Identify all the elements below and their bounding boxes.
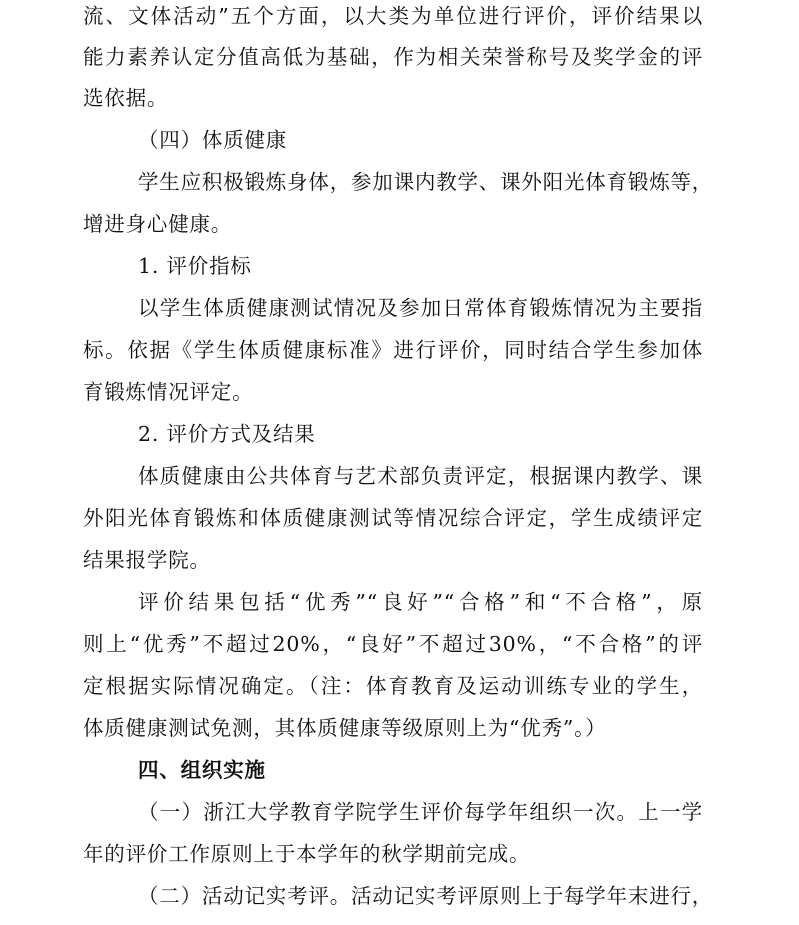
paragraph-line: 定根据实际情况确定。（注：体育教育及运动训练专业的学生， [83, 674, 703, 698]
paragraph-line: 则上“优秀”不超过20%，“良好”不超过30%，“不合格”的评 [83, 632, 703, 656]
paragraph-line: 增进身心健康。 [83, 212, 233, 236]
paragraph-line: 体质健康测试免测，其体质健康等级原则上为“优秀”。） [83, 716, 607, 740]
paragraph-line: 能力素养认定分值高低为基础，作为相关荣誉称号及奖学金的评 [83, 45, 703, 69]
paragraph-line: 以学生体质健康测试情况及参加日常体育锻炼情况为主要指 [138, 296, 703, 320]
subsection-heading: 2. 评价方式及结果 [138, 422, 316, 446]
section-heading: （四）体质健康 [138, 128, 288, 152]
chapter-heading: 四、组织实施 [138, 758, 266, 782]
paragraph-line: 体质健康由公共体育与艺术部负责评定，根据课内教学、课 [138, 464, 703, 488]
paragraph-line: 选依据。 [83, 86, 169, 110]
paragraph-line: 外阳光体育锻炼和体质健康测试等情况综合评定，学生成绩评定 [83, 506, 703, 530]
paragraph-line: 学生应积极锻炼身体，参加课内教学、课外阳光体育锻炼等， [138, 170, 714, 194]
paragraph-line: 流、文体活动”五个方面，以大类为单位进行评价，评价结果以 [83, 4, 703, 28]
paragraph-line: 标。依据《学生体质健康标准》进行评价，同时结合学生参加体 [83, 338, 703, 362]
paragraph-line: （一）浙江大学教育学院学生评价每学年组织一次。上一学 [138, 800, 703, 824]
paragraph-line: 结果报学院。 [83, 548, 211, 572]
paragraph-line: （二）活动记实考评。活动记实考评原则上于每学年末进行， [138, 884, 714, 908]
paragraph-line: 年的评价工作原则上于本学年的秋学期前完成。 [83, 842, 531, 866]
subsection-heading: 1. 评价指标 [138, 254, 252, 278]
paragraph-line: 评价结果包括“优秀”“良好”“合格”和“不合格”，原 [138, 590, 703, 614]
paragraph-line: 育锻炼情况评定。 [83, 380, 254, 404]
